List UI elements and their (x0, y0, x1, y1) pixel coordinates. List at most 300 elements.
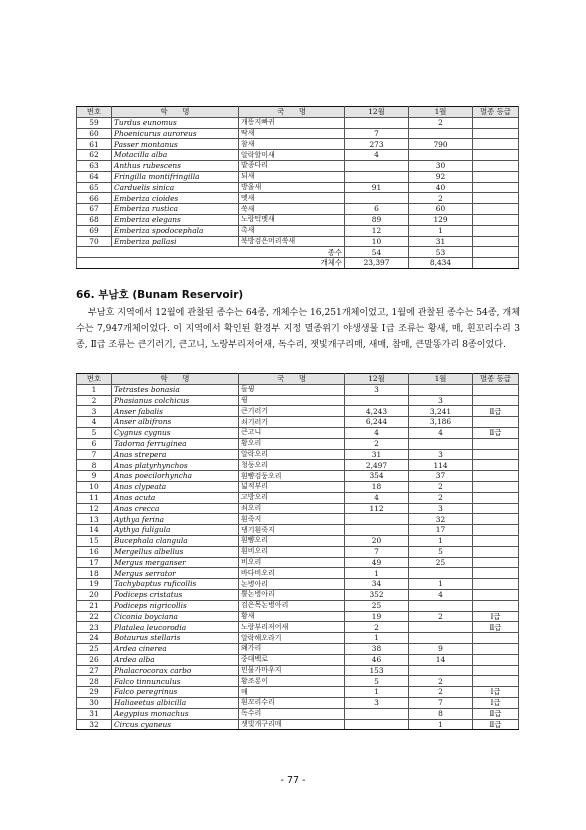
table-cell: 59 (77, 117, 112, 128)
table-cell: 1 (409, 225, 473, 236)
table-cell (409, 633, 473, 644)
table-cell: 독수리 (239, 708, 345, 719)
table-cell: 10 (345, 236, 409, 247)
column-header: 번호 (77, 107, 112, 118)
table-row (77, 139, 519, 150)
table-cell: 2 (409, 193, 473, 204)
table-row (77, 117, 519, 128)
table-cell: 129 (409, 214, 473, 225)
table-cell: 14 (409, 654, 473, 665)
table-cell: 고방오리 (239, 492, 345, 503)
table-row (77, 719, 519, 730)
table-cell: Aythya ferina (112, 514, 239, 525)
table-cell (409, 600, 473, 611)
table-cell: 알락오리 (239, 449, 345, 460)
table-cell (409, 568, 473, 579)
table-cell: 잿빛개구리매 (239, 719, 345, 730)
table-cell: 3 (409, 503, 473, 514)
table-cell: 49 (345, 557, 409, 568)
table-cell (345, 193, 409, 204)
table-cell: 18 (345, 481, 409, 492)
table-cell: 61 (77, 139, 112, 150)
table-cell: 큰고니 (239, 427, 345, 438)
table-cell (409, 128, 473, 139)
table-cell (473, 449, 519, 460)
table-cell (345, 395, 409, 406)
table-cell: 5 (345, 676, 409, 687)
table-cell: 2 (409, 492, 473, 503)
table-cell: Ⅱ급 (473, 719, 519, 730)
table-cell: 65 (77, 182, 112, 193)
table-cell: Turdus eunomus (112, 117, 239, 128)
table-cell: 2,497 (345, 460, 409, 471)
table-cell: Ⅰ급 (473, 611, 519, 622)
table-cell: 중대백로 (239, 654, 345, 665)
table-cell: 14 (77, 525, 112, 536)
table-cell (345, 160, 409, 171)
table-row (77, 514, 519, 525)
table-cell: 17 (77, 557, 112, 568)
bunam-species-table (76, 373, 519, 730)
table-cell: 1 (345, 687, 409, 698)
table-row (77, 687, 519, 698)
table-cell: 91 (345, 182, 409, 193)
table-cell: Ⅱ급 (473, 708, 519, 719)
table-cell: 790 (409, 139, 473, 150)
table-cell: 12 (77, 503, 112, 514)
table-cell: 62 (77, 150, 112, 161)
table-cell: 16 (77, 546, 112, 557)
total-cell: 23,397 (345, 258, 409, 269)
table-cell: Anas clypeata (112, 481, 239, 492)
table-cell: Podiceps cristatus (112, 589, 239, 600)
table-row (77, 406, 519, 417)
total-cell: 53 (409, 247, 473, 258)
table-cell: Phalacrocorax carbo (112, 665, 239, 676)
table-cell: 2 (345, 438, 409, 449)
table-row (77, 182, 519, 193)
table-cell: 꿩 (239, 395, 345, 406)
table-cell: Fringilla montifringilla (112, 171, 239, 182)
table-cell: 흰뺨오리 (239, 535, 345, 546)
table-cell: Ciconia boyciana (112, 611, 239, 622)
table-cell: 6 (345, 204, 409, 215)
table-cell: 2 (409, 687, 473, 698)
table-cell: 38 (345, 643, 409, 654)
table-cell: 7 (345, 546, 409, 557)
table-cell: 30 (409, 160, 473, 171)
table-cell: 4 (409, 427, 473, 438)
table-cell (409, 665, 473, 676)
table-cell: Ⅱ급 (473, 427, 519, 438)
table-row (77, 236, 519, 247)
table-cell: 352 (345, 589, 409, 600)
table-cell: 2 (409, 611, 473, 622)
table-cell: 3 (409, 449, 473, 460)
table-cell (473, 214, 519, 225)
table-cell: 1 (345, 568, 409, 579)
table-cell (473, 193, 519, 204)
table-header-row (77, 374, 519, 385)
table-cell: 67 (77, 204, 112, 215)
table-cell: 되새 (239, 171, 345, 182)
table-cell: 20 (77, 589, 112, 600)
table-cell: 5 (409, 546, 473, 557)
table-cell: Podiceps nigricollis (112, 600, 239, 611)
table-row (77, 171, 519, 182)
table-cell: 댕기흰죽지 (239, 525, 345, 536)
table-cell: 황새 (239, 611, 345, 622)
table-row (77, 481, 519, 492)
table-cell: 6,244 (345, 417, 409, 428)
table-cell (473, 503, 519, 514)
table-cell: 8 (409, 708, 473, 719)
table-cell: Anas strepera (112, 449, 239, 460)
table-cell: 34 (345, 579, 409, 590)
table-cell: 멧새 (239, 193, 345, 204)
table-cell (473, 182, 519, 193)
table-cell: Aegypius monachus (112, 708, 239, 719)
table-row (77, 128, 519, 139)
total-row (77, 258, 519, 269)
table-cell (473, 384, 519, 395)
table-row (77, 611, 519, 622)
table-cell: 흰뺨검둥오리 (239, 471, 345, 482)
column-header: 12월 (345, 374, 409, 385)
table-cell: 30 (77, 697, 112, 708)
table-cell: 1 (409, 719, 473, 730)
table-cell: 4 (345, 492, 409, 503)
table-header-row (77, 107, 519, 118)
table-cell: 37 (409, 471, 473, 482)
table-cell: Tetrastes bonasia (112, 384, 239, 395)
table-row (77, 492, 519, 503)
table-row (77, 622, 519, 633)
table-cell: 12 (345, 225, 409, 236)
table-cell (473, 204, 519, 215)
table-cell (473, 395, 519, 406)
table-cell: 1 (345, 633, 409, 644)
table-cell: 촉새 (239, 225, 345, 236)
table-cell: 흰죽지 (239, 514, 345, 525)
table-cell: 북방검은머리쑥새 (239, 236, 345, 247)
table-row (77, 654, 519, 665)
table-cell: 9 (409, 643, 473, 654)
table-cell (409, 384, 473, 395)
column-header: 번호 (77, 374, 112, 385)
table-cell: 9 (77, 471, 112, 482)
table-cell: 24 (77, 633, 112, 644)
page-number: - 77 - (280, 775, 306, 786)
column-header: 국 명 (239, 107, 345, 118)
table-cell: Anthus rubescens (112, 160, 239, 171)
table-cell: Tadorna ferruginea (112, 438, 239, 449)
table-cell (473, 236, 519, 247)
table-cell (345, 525, 409, 536)
table-cell (473, 579, 519, 590)
section-paragraph: 부남호 지역에서 12월에 관찰된 종수는 64종, 개체수는 16,251개체이었고, 1월에 관찰된 종수는 54종, 개체수는 7,947개체이었다. 이 지역에서 확인된 환경부 지정 멸종위기 야생생물 Ⅰ급 조류는 황새, 매, 흰꼬리수리 3종, Ⅱ급 조류는 큰기러기, 큰고니, 노랑부리저어새, 독수리, 잿빛개구리매, 새매, 참매, 큰말똥가리 8종이었다. (76, 308, 520, 350)
table-cell: 4 (345, 427, 409, 438)
table-cell: Carduelis sinica (112, 182, 239, 193)
table-cell (409, 438, 473, 449)
table-cell: 흰꼬리수리 (239, 697, 345, 708)
table-cell: Haliaeetus albicilla (112, 697, 239, 708)
table-cell: 10 (77, 481, 112, 492)
table-cell: 4 (409, 589, 473, 600)
table-cell: 70 (77, 236, 112, 247)
table-cell: Emberiza cioides (112, 193, 239, 204)
table-cell: Passer montanus (112, 139, 239, 150)
table-row (77, 643, 519, 654)
table-cell: 2 (345, 622, 409, 633)
total-row (77, 247, 519, 258)
table-cell: 큰기러기 (239, 406, 345, 417)
table-cell: 27 (77, 665, 112, 676)
table-row (77, 395, 519, 406)
total-cell: 개체수 (77, 258, 345, 269)
table-cell: Emberiza pallasi (112, 236, 239, 247)
table-cell: 3,241 (409, 406, 473, 417)
column-header: 1월 (409, 374, 473, 385)
column-header: 멸종 등급 (473, 374, 519, 385)
table-cell: 3 (345, 384, 409, 395)
table-row (77, 193, 519, 204)
table-row (77, 697, 519, 708)
table-cell: 60 (77, 128, 112, 139)
table-row (77, 417, 519, 428)
table-cell: 31 (409, 236, 473, 247)
column-header: 1월 (409, 107, 473, 118)
table-cell (345, 514, 409, 525)
table-cell: Tachybaptus ruficollis (112, 579, 239, 590)
table-cell: Ⅱ급 (473, 406, 519, 417)
table-cell: 5 (77, 427, 112, 438)
table-cell: 66 (77, 193, 112, 204)
table-row (77, 579, 519, 590)
table-cell (345, 171, 409, 182)
table-cell (473, 492, 519, 503)
table-row (77, 225, 519, 236)
table-cell: 2 (77, 395, 112, 406)
table-cell (473, 557, 519, 568)
table-row (77, 665, 519, 676)
table-cell: 6 (77, 438, 112, 449)
table-cell: 청둥오리 (239, 460, 345, 471)
table-cell (409, 150, 473, 161)
table-row (77, 204, 519, 215)
table-row (77, 568, 519, 579)
table-row (77, 214, 519, 225)
table-cell (473, 643, 519, 654)
total-cell: 8,434 (409, 258, 473, 269)
table-cell: 민물가마우지 (239, 665, 345, 676)
table-cell: 밭종다리 (239, 160, 345, 171)
table-cell: 153 (345, 665, 409, 676)
table-cell: 딱새 (239, 128, 345, 139)
table-cell: 황오리 (239, 438, 345, 449)
table-cell: 매 (239, 687, 345, 698)
table-cell: 31 (77, 708, 112, 719)
table-cell: 26 (77, 654, 112, 665)
table-cell: 60 (409, 204, 473, 215)
table-cell: Ardea alba (112, 654, 239, 665)
table-cell: Emberiza elegans (112, 214, 239, 225)
table-cell (473, 417, 519, 428)
table-cell: 7 (345, 128, 409, 139)
table-cell: 114 (409, 460, 473, 471)
table-row (77, 708, 519, 719)
column-header: 학 명 (112, 374, 239, 385)
table-cell: Platalea leucorodia (112, 622, 239, 633)
table-cell: 19 (77, 579, 112, 590)
table-cell: 28 (77, 676, 112, 687)
table-cell: 노랑턱멧새 (239, 214, 345, 225)
table-cell (473, 535, 519, 546)
table-cell (473, 471, 519, 482)
column-header: 국 명 (239, 374, 345, 385)
table-row (77, 427, 519, 438)
table-cell (473, 117, 519, 128)
table-cell: 64 (77, 171, 112, 182)
table-cell: 69 (77, 225, 112, 236)
table-cell: 25 (77, 643, 112, 654)
table-cell: 112 (345, 503, 409, 514)
table-cell: 4 (345, 150, 409, 161)
table-row (77, 438, 519, 449)
table-cell (473, 460, 519, 471)
table-cell: 3 (345, 697, 409, 708)
table-cell: Ⅰ급 (473, 687, 519, 698)
table-cell (473, 665, 519, 676)
table-cell: 1 (77, 384, 112, 395)
table-cell (473, 514, 519, 525)
table-cell (473, 525, 519, 536)
total-cell: 54 (345, 247, 409, 258)
table-row (77, 460, 519, 471)
table-cell: 뿔논병아리 (239, 589, 345, 600)
table-cell: Anser albifrons (112, 417, 239, 428)
table-cell (473, 438, 519, 449)
table-cell: 쑥새 (239, 204, 345, 215)
table-cell: 쇠오리 (239, 503, 345, 514)
table-cell: Mergus serrator (112, 568, 239, 579)
table-cell: 2 (409, 676, 473, 687)
table-cell: 넓적부리 (239, 481, 345, 492)
table-cell: Ⅱ급 (473, 622, 519, 633)
table-cell: 노랑부리저어새 (239, 622, 345, 633)
table-cell: 273 (345, 139, 409, 150)
table-row (77, 160, 519, 171)
table-cell: 4,243 (345, 406, 409, 417)
table-cell: 21 (77, 600, 112, 611)
table-cell: 68 (77, 214, 112, 225)
table-cell: Phoenicurus auroreus (112, 128, 239, 139)
table-cell: 비오리 (239, 557, 345, 568)
table-cell: 4 (77, 417, 112, 428)
total-cell (473, 247, 519, 258)
table-cell: Falco tinnunculus (112, 676, 239, 687)
table-row (77, 471, 519, 482)
table-cell: 32 (77, 719, 112, 730)
table-cell: 89 (345, 214, 409, 225)
table-row (77, 546, 519, 557)
table-row (77, 503, 519, 514)
table-cell: 19 (345, 611, 409, 622)
table-cell: 11 (77, 492, 112, 503)
table-cell: 2 (409, 117, 473, 128)
table-cell: 32 (409, 514, 473, 525)
section-title: 66. 부남호 (Bunam Reservoir) (76, 289, 244, 301)
table-cell: 참새 (239, 139, 345, 150)
table-cell (473, 546, 519, 557)
table-cell: 3 (77, 406, 112, 417)
table-cell: Anser fabalis (112, 406, 239, 417)
table-cell: 7 (409, 697, 473, 708)
table-cell: Bucephala clangula (112, 535, 239, 546)
table-cell: 알락해오라기 (239, 633, 345, 644)
table-cell: 1 (409, 535, 473, 546)
table-cell: 왜가리 (239, 643, 345, 654)
table-cell (473, 171, 519, 182)
table-cell: Mergus merganser (112, 557, 239, 568)
column-header: 학 명 (112, 107, 239, 118)
table-cell (345, 708, 409, 719)
table-cell: 15 (77, 535, 112, 546)
table-row (77, 535, 519, 546)
table-cell: 25 (345, 600, 409, 611)
table-cell: 3 (409, 395, 473, 406)
table-cell: 13 (77, 514, 112, 525)
table-row (77, 600, 519, 611)
table-cell (473, 654, 519, 665)
table-cell (345, 117, 409, 128)
species-table-continued (76, 106, 519, 269)
table-row (77, 449, 519, 460)
table-cell: 논병아리 (239, 579, 345, 590)
table-cell: 들꿩 (239, 384, 345, 395)
table-cell: 92 (409, 171, 473, 182)
table-cell: Emberiza rustica (112, 204, 239, 215)
table-cell (473, 589, 519, 600)
table-cell: Anas poecilorhyncha (112, 471, 239, 482)
table-cell: 354 (345, 471, 409, 482)
table-cell (473, 128, 519, 139)
table-cell: 31 (345, 449, 409, 460)
table-cell: 40 (409, 182, 473, 193)
table-cell (473, 225, 519, 236)
table-cell: 25 (409, 557, 473, 568)
table-cell: 18 (77, 568, 112, 579)
table-cell: Circus cyaneus (112, 719, 239, 730)
table-row (77, 150, 519, 161)
table-cell: 20 (345, 535, 409, 546)
table-cell: 황조롱이 (239, 676, 345, 687)
table-cell (473, 481, 519, 492)
table-cell (473, 633, 519, 644)
table-cell: 개똥지빠귀 (239, 117, 345, 128)
table-cell (345, 719, 409, 730)
table-cell (473, 139, 519, 150)
table-cell (409, 622, 473, 633)
table-row (77, 557, 519, 568)
table-row (77, 676, 519, 687)
column-header: 12월 (345, 107, 409, 118)
table-cell (473, 568, 519, 579)
table-cell: Anas crecca (112, 503, 239, 514)
table-cell: Botaurus stellaris (112, 633, 239, 644)
table-cell: Motacilla alba (112, 150, 239, 161)
table-cell: Ⅰ급 (473, 697, 519, 708)
